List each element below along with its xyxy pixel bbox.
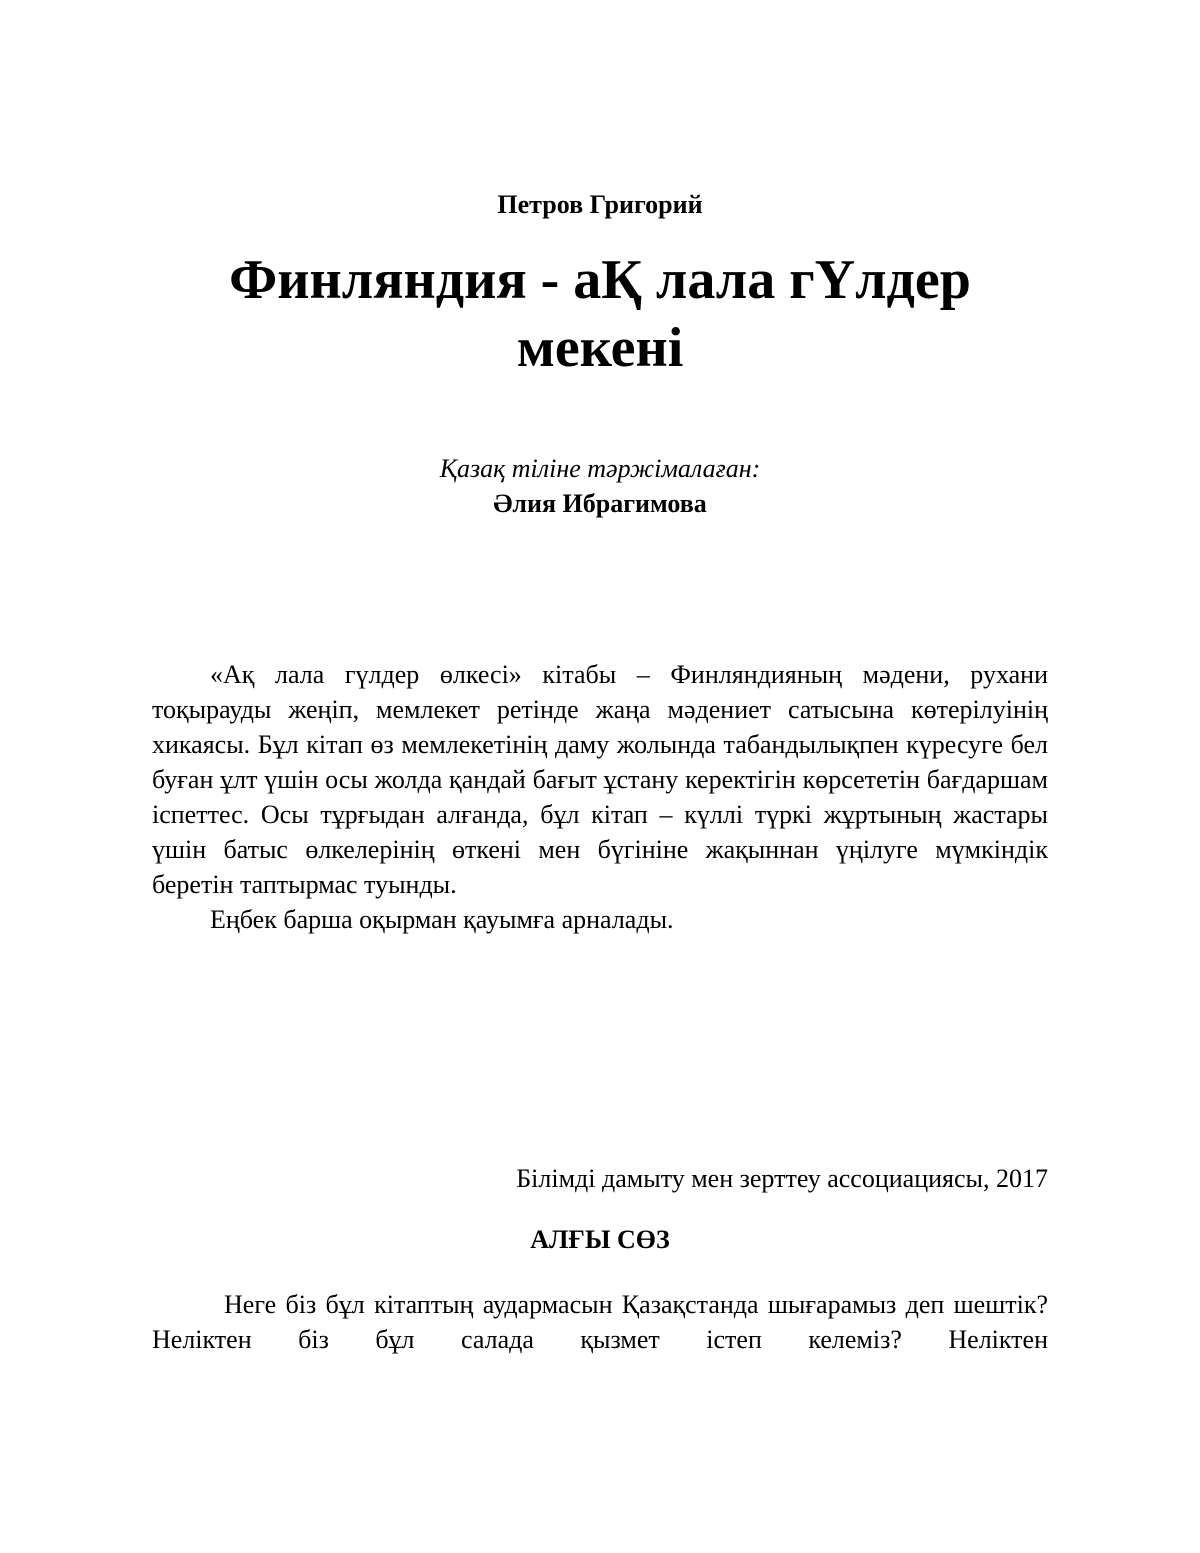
abstract xyxy=(152,657,1048,937)
preface-heading: АЛҒЫ СӨЗ xyxy=(530,1225,670,1254)
publisher-line: Білімді дамыту мен зерттеу ассоциациясы, 2017 xyxy=(516,1164,1048,1193)
translator-name: Әлия Ибрагимова xyxy=(493,489,707,518)
preface xyxy=(152,1287,1048,1357)
abstract-paragraph: Еңбек барша оқырман қауымға арналады. xyxy=(210,905,674,934)
book-title: Финляндия - аҚ лала гҮлдер мекені xyxy=(229,249,971,379)
author-name: Петров Григорий xyxy=(497,190,703,219)
translator-label: Қазақ тіліне тәржімалаған: xyxy=(439,454,761,483)
abstract-paragraph: «Ақ лала гүлдер өлкесі» кітабы – Финляндияның мәдени, рухани тоқырауды жеңіп, мемлекет ретінде жаңа мәдениет сатысына көтерілуінің хикаясы. Бұл кітап өз мемлекетінің даму жолында табандылықпен күресуге бел буған ұлт үшін осы жолда қандай бағыт ұстану керектігін көрсететін бағдаршам іспеттес. Осы тұрғыдан алғанда, бұл кітап – күллі түркі жұртының жастары үшін батыс өлкелерінің өткені мен бүгініне жақыннан үңілуге мүмкіндік беретін таптырмас туынды. xyxy=(152,660,1048,899)
preface-paragraph: Неге біз бұл кітаптың аудармасын Қазақстанда шығарамыз деп шештік? Неліктен біз бұл салада қызмет істеп келеміз? Неліктен xyxy=(152,1290,1048,1354)
